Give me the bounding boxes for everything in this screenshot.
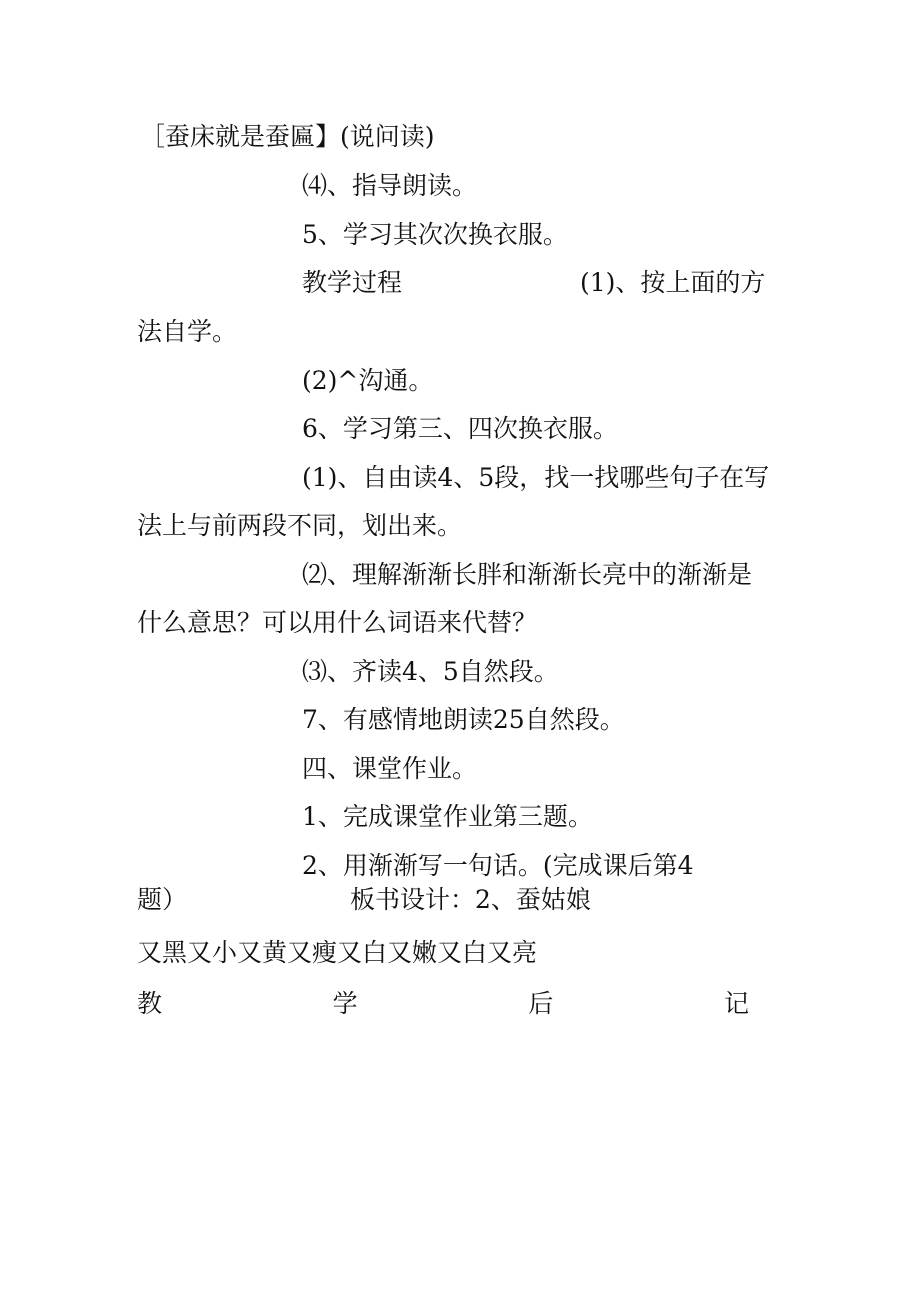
heading-char: 学	[332, 989, 358, 1018]
text-line: 7、有感情地朗读25自然段。	[302, 705, 625, 734]
text-line: ⑷、指导朗读。	[302, 171, 478, 200]
text-line: 5、学习其次次换衣服。	[302, 220, 568, 249]
text-line: 2、用渐渐写一句话。(完成课后第4	[302, 851, 694, 880]
text-line: (1)、自由读4、5段，找一找哪些句子在写	[302, 463, 770, 492]
text-line: 6、学习第三、四次换衣服。	[302, 414, 618, 443]
text-line: (1)、按上面的方	[580, 268, 766, 297]
heading-char: 后	[528, 989, 554, 1018]
text-line: 又黑又小又黄又瘦又白又嫩又白又亮	[137, 938, 538, 967]
text-line: 法上与前两段不同，划出来。	[137, 511, 463, 540]
heading-char: 记	[723, 989, 749, 1018]
text-line: 四、课堂作业。	[302, 754, 478, 783]
text-line: 法自学。	[137, 317, 238, 346]
text-line: (2)^沟通。	[302, 366, 434, 395]
teaching-notes-heading	[137, 989, 749, 1019]
text-line: ⑶、齐读4、5自然段。	[302, 657, 559, 686]
text-line: ⑵、理解渐渐长胖和渐渐长亮中的渐渐是	[302, 560, 753, 589]
text-line: 教学过程	[302, 268, 403, 297]
heading-char: 教	[137, 989, 163, 1018]
text-line: 1、完成课堂作业第三题。	[302, 802, 593, 831]
text-line: 题）	[137, 885, 188, 914]
text-line: 板书设计：2、蚕姑娘	[350, 885, 591, 914]
text-line: ［蚕床就是蚕匾】(说问读)	[140, 122, 435, 151]
text-line: 什么意思？可以用什么词语来代替？	[137, 608, 538, 637]
